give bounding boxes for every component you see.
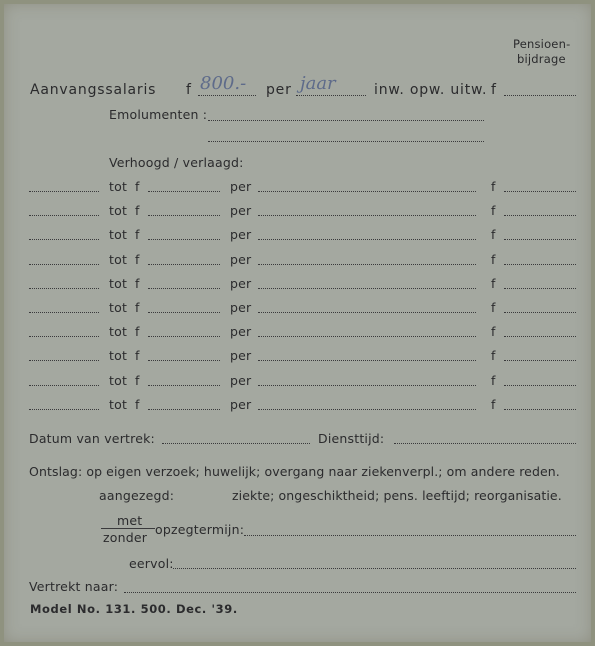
pension-header-line2: bijdrage (517, 52, 566, 66)
adjustment-period-line[interactable] (258, 312, 476, 313)
adjustment-amount-line[interactable] (148, 312, 220, 313)
adjustment-currency-f: f (135, 227, 140, 243)
adjustment-pension-line[interactable] (504, 409, 576, 410)
adjustment-date-line[interactable] (29, 264, 99, 265)
adjustment-tot-label: tot (109, 372, 128, 388)
emoluments-line-1 (208, 120, 484, 121)
adjustment-amount-line[interactable] (148, 191, 220, 192)
adjustment-amount-line[interactable] (148, 239, 220, 240)
service-time-line (394, 443, 576, 444)
adjustment-per-label: per (230, 396, 252, 412)
adjustment-currency-f: f (135, 203, 140, 219)
currency-f: f (186, 82, 192, 98)
adjustment-per-label: per (230, 227, 252, 243)
adjustment-tot-label: tot (109, 324, 128, 340)
adjustment-currency-f: f (135, 251, 140, 267)
adjustment-pension-line[interactable] (504, 264, 576, 265)
adjustment-tot-label: tot (109, 396, 128, 412)
adjustment-amount-line[interactable] (148, 336, 220, 337)
adjustment-tot-label: tot (109, 275, 128, 291)
adjustment-period-line[interactable] (258, 360, 476, 361)
adjustment-per-label: per (230, 300, 252, 315)
starting-salary-line (198, 95, 256, 96)
emoluments-label: Emolumenten : (109, 107, 208, 122)
adjustment-pension-line[interactable] (504, 215, 576, 216)
adjustment-period-line[interactable] (258, 336, 476, 337)
adjustment-period-line[interactable] (258, 385, 476, 386)
adjustment-amount-line[interactable] (148, 215, 220, 216)
starting-salary-value[interactable]: 800.- (200, 73, 247, 94)
adjustment-pension-line[interactable] (504, 385, 576, 386)
adjustment-pension-line[interactable] (504, 191, 576, 192)
adjustment-per-label: per (230, 372, 252, 388)
adjustment-currency-f: f (135, 179, 140, 194)
pension-amount-line (504, 95, 576, 96)
pension-header-line1: Pensioen- (513, 37, 571, 51)
adjustment-pension-f: f (491, 275, 496, 291)
adjustment-pension-f: f (491, 372, 496, 388)
period-line (296, 95, 366, 96)
adjustment-currency-f: f (135, 300, 140, 315)
adjustment-currency-f: f (135, 372, 140, 388)
adjustment-date-line[interactable] (29, 288, 99, 289)
dismissal-reasons-line2: ziekte; ongeschiktheid; pens. leeftijd; reorganisatie. (232, 488, 562, 503)
leaves-to-line (124, 592, 576, 593)
adjustment-currency-f: f (135, 348, 140, 364)
adjustment-tot-label: tot (109, 179, 128, 194)
adjustment-currency-f: f (135, 324, 140, 340)
adjustment-date-line[interactable] (29, 360, 99, 361)
adjustment-period-line[interactable] (258, 288, 476, 289)
raised-lowered-label: Verhoogd / verlaagd: (109, 155, 244, 170)
adjustment-per-label: per (230, 203, 252, 219)
adjustment-pension-f: f (491, 348, 496, 364)
adjustment-currency-f: f (135, 275, 140, 291)
adjustment-amount-line[interactable] (148, 385, 220, 386)
adjustment-amount-line[interactable] (148, 264, 220, 265)
adjustment-date-line[interactable] (29, 239, 99, 240)
adjustment-date-line[interactable] (29, 191, 99, 192)
with-label: met (117, 513, 143, 528)
emoluments-line-2 (208, 141, 484, 142)
adjustment-pension-f: f (491, 227, 496, 243)
notice-period-line (244, 535, 576, 536)
adjustment-tot-label: tot (109, 300, 128, 315)
adjustment-tot-label: tot (109, 251, 128, 267)
adjustment-pension-line[interactable] (504, 288, 576, 289)
adjustment-tot-label: tot (109, 203, 128, 219)
pension-currency-f: f (491, 82, 497, 98)
adjustment-amount-line[interactable] (148, 288, 220, 289)
announced-label: aangezegd: (99, 488, 175, 503)
adjustment-per-label: per (230, 348, 252, 364)
adjustment-pension-f: f (491, 300, 496, 315)
adjustment-tot-label: tot (109, 348, 128, 364)
adjustment-per-label: per (230, 179, 252, 194)
adjustment-pension-f: f (491, 179, 496, 194)
adjustment-date-line[interactable] (29, 336, 99, 337)
adjustment-period-line[interactable] (258, 409, 476, 410)
starting-salary-label: Aanvangssalaris (30, 82, 157, 98)
honourable-label: eervol: (129, 556, 174, 571)
adjustment-date-line[interactable] (29, 215, 99, 216)
without-label: zonder (103, 530, 148, 545)
inw-opw-uitw-label: inw. opw. uitw. (374, 82, 488, 98)
adjustment-per-label: per (230, 251, 252, 267)
adjustment-per-label: per (230, 275, 252, 291)
adjustment-date-line[interactable] (29, 385, 99, 386)
departure-date-label: Datum van vertrek: (29, 431, 155, 446)
adjustment-currency-f: f (135, 396, 140, 412)
period-value[interactable]: jaar (300, 73, 336, 94)
notice-period-label: opzegtermijn: (155, 522, 245, 537)
adjustment-amount-line[interactable] (148, 409, 220, 410)
adjustment-date-line[interactable] (29, 409, 99, 410)
fraction-bar (101, 528, 155, 529)
adjustment-pension-line[interactable] (504, 336, 576, 337)
adjustment-date-line[interactable] (29, 312, 99, 313)
model-number: Model No. 131. 500. Dec. '39. (30, 602, 238, 616)
dismissal-reasons-line1: Ontslag: op eigen verzoek; huwelijk; overgang naar ziekenverpl.; om andere reden. (29, 464, 560, 479)
leaves-to-label: Vertrekt naar: (29, 579, 119, 594)
adjustment-period-line[interactable] (258, 239, 476, 240)
adjustment-amount-line[interactable] (148, 360, 220, 361)
adjustment-pension-line[interactable] (504, 239, 576, 240)
adjustment-period-line[interactable] (258, 215, 476, 216)
adjustment-pension-f: f (491, 324, 496, 340)
per-label: per (266, 82, 292, 98)
adjustment-pension-line[interactable] (504, 360, 576, 361)
service-time-label: Diensttijd: (318, 431, 385, 446)
adjustment-pension-f: f (491, 396, 496, 412)
honourable-line (173, 568, 576, 569)
adjustment-pension-line[interactable] (504, 312, 576, 313)
adjustment-per-label: per (230, 324, 252, 340)
adjustment-pension-f: f (491, 251, 496, 267)
adjustment-tot-label: tot (109, 227, 128, 243)
adjustment-period-line[interactable] (258, 264, 476, 265)
adjustment-period-line[interactable] (258, 191, 476, 192)
departure-date-line (162, 443, 310, 444)
adjustment-pension-f: f (491, 203, 496, 219)
